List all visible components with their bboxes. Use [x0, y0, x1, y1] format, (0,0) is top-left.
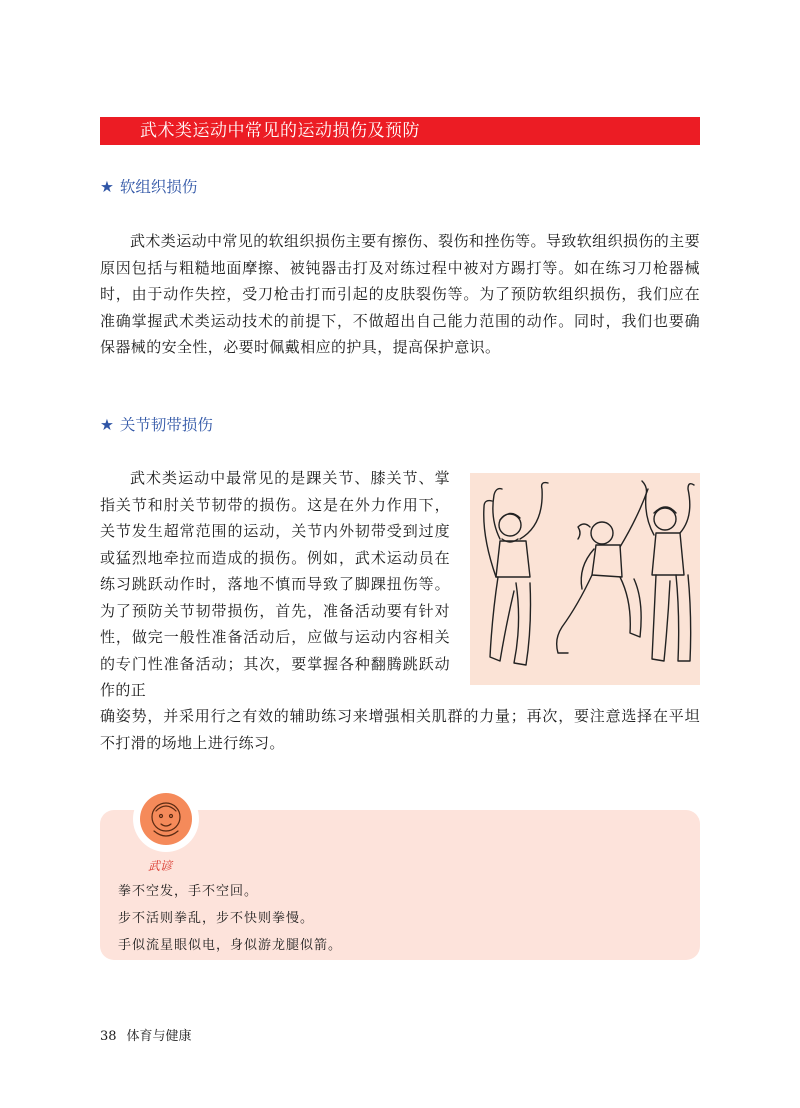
martial-artist-face-icon [140, 793, 192, 845]
heading-text: 软组织损伤 [119, 178, 198, 196]
page-number: 38 [100, 1029, 117, 1044]
paragraph-ligament-part1: 武术类运动中最常见的是踝关节、膝关节、掌指关节和肘关节韧带的损伤。这是在外力作用下，关节发生超常范围的运动，关节内外韧带受到过度或猛烈地牵拉而造成的损伤。例如，武术运动员在练习跳跃动作时，落地不慎而导致了脚踝扭伤等。为了预防关节韧带损伤，首先，准备活动要有针对性，做完一般性准备活动后，应做与运动内容相关的专门性准备活动；其次，要掌握各种翻腾跳跃动作的正 [100, 469, 450, 699]
saying-line-1: 拳不空发，手不空回。 [118, 884, 259, 899]
martial-arts-figures-icon [470, 473, 700, 685]
saying-line-3: 手似流星眼似电，身似游龙腿似箭。 [118, 938, 343, 953]
face-sketch-icon [140, 793, 192, 845]
star-icon: ★ [100, 178, 114, 196]
paragraph-soft-tissue: 武术类运动中常见的软组织损伤主要有擦伤、裂伤和挫伤等。导致软组织损伤的主要原因包括与粗糙地面摩擦、被钝器击打及对练过程中被对方踢打等。如在练习刀枪器械时，由于动作失控，受刀枪击打而引起的皮肤裂伤等。为了预防软组织损伤，我们应在准确掌握武术类运动技术的前提下，不做超出自己能力范围的动作。同时，我们也要确保器械的安全性，必要时佩戴相应的护具，提高保护意识。 [100, 232, 700, 356]
martial-arts-illustration [470, 473, 700, 685]
saying-line-2: 步不活则拳乱，步不快则拳慢。 [118, 911, 315, 926]
heading-ligament [100, 413, 213, 435]
star-icon: ★ [100, 416, 114, 434]
heading-text: 关节韧带损伤 [119, 416, 213, 434]
callout-label: 武谚 [148, 859, 173, 873]
book-title: 体育与健康 [126, 1029, 192, 1044]
section-banner: 武术类运动中常见的运动损伤及预防 [100, 117, 700, 145]
page-footer [100, 1025, 192, 1044]
paragraph-ligament-part2: 确姿势，并采用行之有效的辅助练习来增强相关肌群的力量；再次，要注意选择在平坦不打滑的场地上进行练习。 [100, 707, 700, 752]
heading-soft-tissue [100, 175, 197, 197]
